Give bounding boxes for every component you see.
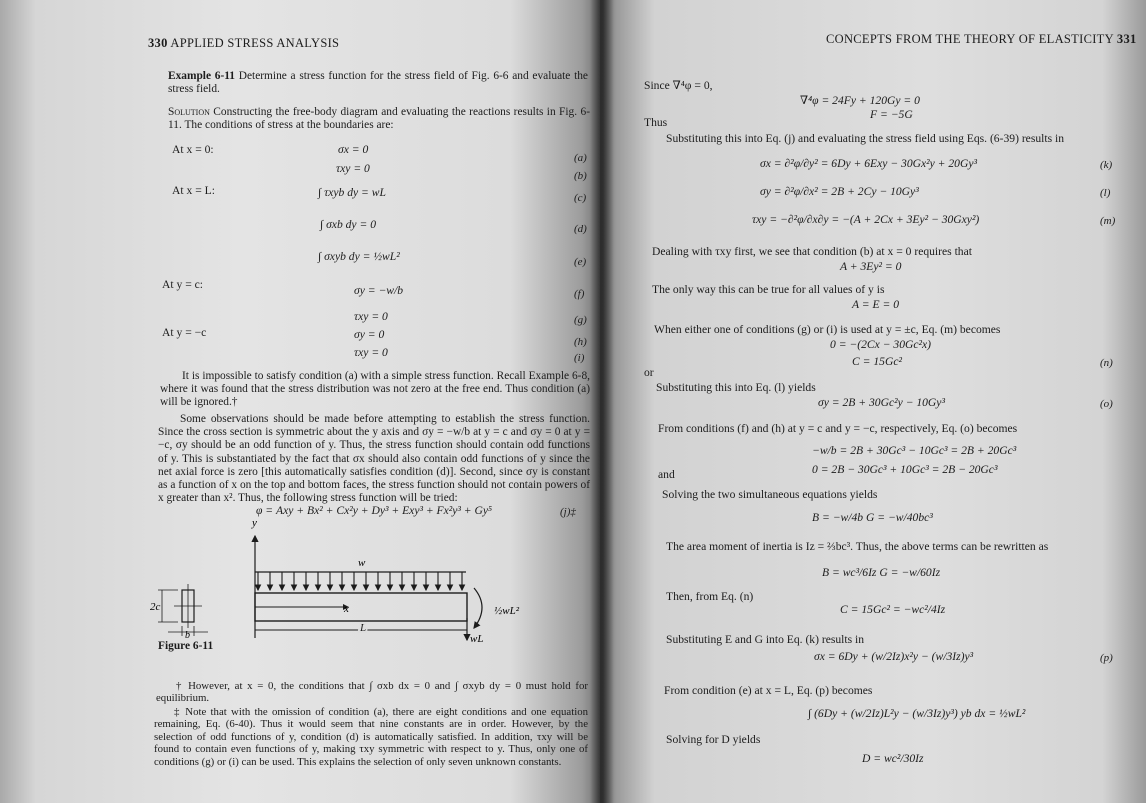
equation-line: τxy = −∂²φ/∂x∂y = −(A + 2Cx + 3Ey² − 30Gxy²) — [752, 213, 980, 226]
example-text: Determine a stress function for the stress field of Fig. 6-6 and evaluate the stress field. — [168, 70, 588, 96]
equation-tag: (p) — [1100, 652, 1113, 664]
cond-tag-e: (e) — [574, 256, 587, 268]
equation-line: ∫ (6Dy + (w/2Iz)L²y − (w/3Iz)y³) yb dx = ½wL² — [808, 707, 1026, 720]
equation-line: C = 15Gc² — [852, 355, 902, 368]
text-line: or — [644, 366, 654, 379]
fig-wL-label: wL — [470, 633, 484, 645]
cond-at-minus-c: At y = −c — [162, 326, 207, 339]
cond-eq-a: σx = 0 — [338, 143, 369, 156]
text-line: Substituting E and G into Eq. (k) results in — [666, 633, 865, 646]
cond-tag-h: (h) — [574, 336, 587, 348]
text-line: The only way this can be true for all values of y is — [652, 283, 885, 296]
text-line: Since ∇⁴φ = 0, — [644, 79, 713, 92]
cond-tag-c: (c) — [574, 192, 587, 204]
text-line: When either one of conditions (g) or (i) is used at y = ±c, Eq. (m) becomes — [654, 323, 1001, 336]
fig-moment-label: ½wL² — [494, 605, 520, 617]
right-page — [600, 0, 1146, 803]
cond-at-c: At y = c: — [162, 278, 203, 291]
solution-paragraph — [168, 106, 590, 132]
equation-line: σy = 2B + 30Gc²y − 10Gy³ — [818, 396, 945, 409]
equation-line: σx = 6Dy + (w/2Iz)x²y − (w/3Iz)y³ — [814, 650, 974, 663]
text-line: Solving for D yields — [666, 733, 761, 746]
cond-at-L: At x = L: — [172, 184, 215, 197]
equation-line: A = E = 0 — [852, 298, 899, 311]
fig-w-label: w — [358, 557, 366, 569]
equation-line: 0 = 2B − 30Gc³ + 10Gc³ = 2B − 20Gc³ — [812, 463, 998, 476]
solution-text: Constructing the free-body diagram and evaluating the reactions results in Fig. 6-11. The conditions of stress at the boundaries are: — [168, 106, 590, 132]
fig-b-label: b — [185, 630, 190, 641]
cond-eq-b: τxy = 0 — [336, 162, 370, 175]
text-line: From conditions (f) and (h) at y = c and y = −c, respectively, Eq. (o) becomes — [658, 422, 1018, 435]
cond-tag-i: (i) — [574, 352, 585, 364]
page-number-right: 331 — [1116, 32, 1137, 46]
footnote-double-dagger: ‡ Note that with the omission of condition (a), there are eight conditions and one equation remaining, Eq. (6-40). Thus it would seem that nine constants are in order. However, by the selection of odd functions of y, condition (d) is automatically satisfied. In addition, τxy will be found to contain even functions of y, making τxy symmetric with respect to y. Thus, only one of conditions (g) or (i) can be used. This explains the selection of only seven unknown constants. — [154, 706, 588, 768]
cond-tag-b: (b) — [574, 170, 587, 182]
equation-tag: (m) — [1100, 215, 1116, 227]
example-heading — [168, 70, 588, 96]
text-line: Substituting this into Eq. (l) yields — [656, 381, 816, 394]
fig-y-label: y — [252, 518, 257, 529]
example-label: Example 6-11 — [168, 70, 236, 82]
text-line: From condition (e) at x = L, Eq. (p) becomes — [664, 684, 873, 697]
cond-eq-h: σy = 0 — [354, 328, 385, 341]
stress-function-eq: φ = Axy + Bx² + Cx²y + Dy³ + Exy³ + Fx²y³ + Gy⁵ — [256, 504, 493, 517]
cond-tag-f: (f) — [574, 288, 585, 300]
paragraph-impossible: It is impossible to satisfy condition (a) with a simple stress function. Recall Example 6-8, where it was found that the stress distribution was not zero at the free end. Thus condition (a) will be ignored.† — [160, 370, 590, 409]
equation-line: σy = ∂²φ/∂x² = 2B + 2Cy − 10Gy³ — [760, 185, 919, 198]
equation-line: C = 15Gc² = −wc²/4Iz — [840, 603, 946, 616]
book-gutter — [590, 0, 614, 803]
running-title-left: APPLIED STRESS ANALYSIS — [170, 36, 340, 50]
equation-tag: (l) — [1100, 187, 1111, 199]
footnote-dagger: † However, at x = 0, the conditions that ∫ σxb dx = 0 and ∫ σxyb dy = 0 must hold for equilibrium. — [156, 680, 588, 705]
cond-tag-a: (a) — [574, 152, 587, 164]
equation-tag: (n) — [1100, 357, 1113, 369]
equation-line: B = wc³/6Iz G = −w/60Iz — [822, 566, 941, 579]
equation-line: −w/b = 2B + 30Gc³ − 10Gc³ = 2B + 20Gc³ — [812, 444, 1017, 457]
stress-function-tag: (j)‡ — [560, 506, 576, 518]
text-line: Thus — [644, 116, 668, 129]
cond-eq-d: ∫ σxb dy = 0 — [320, 218, 376, 231]
equation-line: σx = ∂²φ/∂y² = 6Dy + 6Exy − 30Gx²y + 20Gy³ — [760, 157, 977, 170]
cond-eq-c: ∫ τxyb dy = wL — [318, 186, 386, 199]
paragraph-observations: Some observations should be made before attempting to establish the stress function. Since the cross section is symmetric about the y axis and σy = −w/b at y = c and σy = 0 at y = −c, σy should be an odd function of y. Thus, the stress function should contain odd functions of y. This is substantiated by the fact that σx should also contain odd functions of y since the net axial force is zero [this automatically satisfies condition (d)]. Second, since σy is constant as a function of x on the top and bottom faces, the stress function should not contain powers of x greater than x². Thus, the following stress function will be tried: — [158, 413, 590, 505]
text-line: Substituting this into Eq. (j) and evaluating the stress field using Eqs. (6-39) results in — [666, 132, 1065, 145]
equation-line: A + 3Ey² = 0 — [840, 260, 902, 273]
distributed-load-arrows — [255, 572, 466, 590]
equation-line: D = wc²/30Iz — [862, 752, 924, 765]
page-number-left: 330 — [148, 36, 168, 50]
running-head-left — [148, 36, 339, 51]
equation-line: B = −w/4b G = −w/40bc³ — [812, 511, 933, 524]
equation-line: F = −5G — [870, 108, 913, 121]
cond-eq-f: σy = −w/b — [354, 284, 404, 297]
running-head-right — [826, 32, 1137, 47]
figure-6-11 — [148, 518, 588, 658]
cond-tag-g: (g) — [574, 314, 587, 326]
cond-eq-e: ∫ σxyb dy = ½wL² — [318, 250, 400, 263]
fig-L-label: L — [360, 622, 367, 634]
fig-2c-label: 2c — [150, 601, 161, 613]
text-line: Dealing with τxy first, we see that condition (b) at x = 0 requires that — [652, 245, 972, 258]
equation-line: 0 = −(2Cx − 30Gc²x) — [830, 338, 931, 351]
text-line: and — [658, 468, 675, 481]
text-line: Solving the two simultaneous equations yields — [662, 488, 878, 501]
running-title-right: CONCEPTS FROM THE THEORY OF ELASTICITY — [826, 32, 1114, 46]
cond-at-0: At x = 0: — [172, 143, 214, 156]
moment-arrow — [474, 588, 482, 628]
text-line: The area moment of inertia is Iz = ⅔bc³. Thus, the above terms can be rewritten as — [666, 540, 1049, 553]
cond-eq-i: τxy = 0 — [354, 346, 388, 359]
figure-caption: Figure 6-11 — [158, 640, 214, 652]
fig-x-label: x — [344, 603, 349, 615]
equation-tag: (k) — [1100, 159, 1113, 171]
cond-tag-d: (d) — [574, 223, 587, 235]
text-line: Then, from Eq. (n) — [666, 590, 754, 603]
solution-label: Solution — [168, 106, 210, 118]
equation-line: ∇⁴φ = 24Fy + 120Gy = 0 — [800, 94, 920, 107]
cond-eq-g: τxy = 0 — [354, 310, 388, 323]
equation-tag: (o) — [1100, 398, 1113, 410]
